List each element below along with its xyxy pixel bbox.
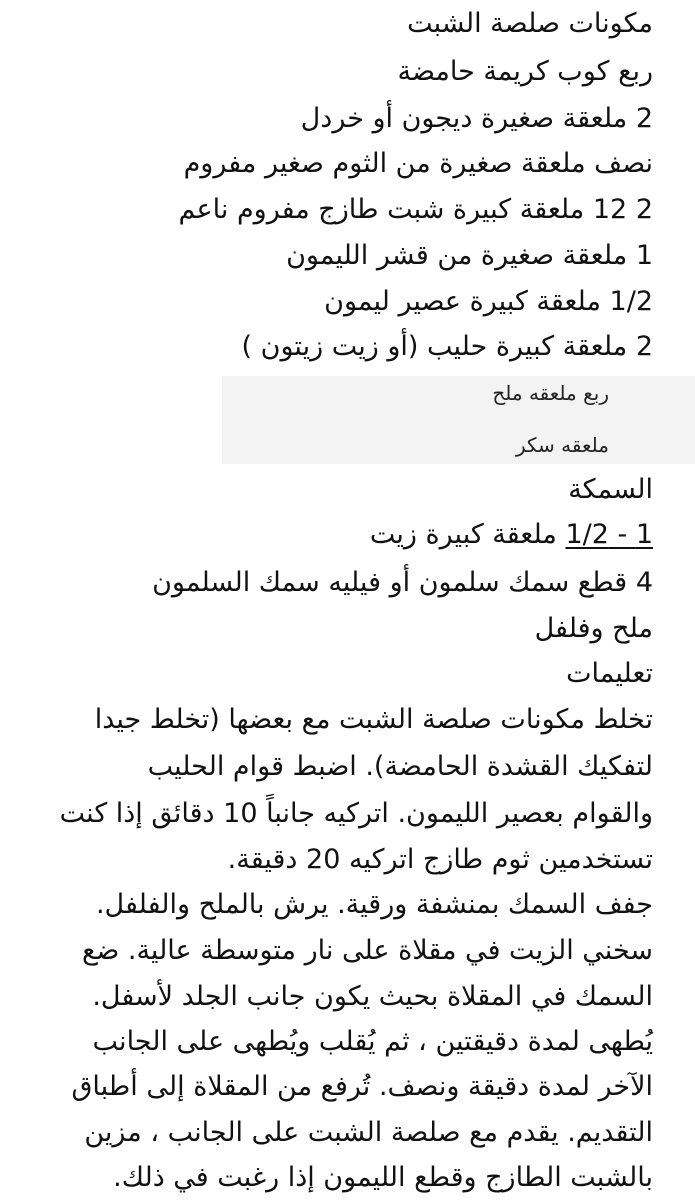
pasted-text-block xyxy=(222,376,695,464)
instruction-line: جفف السمك بمنشفة ورقية. يرش بالملح والفلفل. xyxy=(95,889,653,920)
instruction-line: يُطهى لمدة دقيقتين ، ثم يُقلب ويُطهى على الجانب xyxy=(92,1026,653,1057)
instruction-line: الآخر لمدة دقيقة ونصف. تُرفع من المقلاة إلى أطباق xyxy=(71,1071,653,1102)
ingredient-line: 2 ملعقة صغيرة ديجون أو خردل xyxy=(300,103,653,134)
instructions-heading: تعليمات xyxy=(566,658,653,689)
ingredient-line: 4 قطع سمك سلمون أو فيليه سمك السلمون xyxy=(152,567,653,598)
instruction-line: والقوام بعصير الليمون. اتركيه جانباً 10 دقائق إذا كنت xyxy=(59,798,653,829)
instruction-line: السمك في المقلاة بحيث يكون جانب الجلد لأسفل. xyxy=(92,981,653,1012)
instruction-line: لتفكيك القشدة الحامضة). اضبط قوام الحليب xyxy=(147,751,653,782)
instruction-line: تستخدمين ثوم طازج اتركيه 20 دقيقة. xyxy=(227,844,653,875)
ingredient-line-oil xyxy=(370,518,653,552)
instruction-line: بالشبت الطازج وقطع الليمون إذا رغبت في ذلك. xyxy=(113,1162,653,1193)
sauce-heading: مكونات صلصة الشبت xyxy=(407,8,653,39)
oil-text: ملعقة كبيرة زيت xyxy=(369,519,557,550)
ingredient-line: ملح وفلفل xyxy=(534,613,653,644)
pasted-line-sugar: ملعقه سكر xyxy=(515,433,609,457)
instruction-line: التقديم. يقدم مع صلصة الشبت على الجانب ، مزين xyxy=(84,1117,653,1148)
ingredient-line: 2 ملعقة كبيرة حليب (أو زيت زيتون ) xyxy=(241,331,653,362)
oil-amount: 1 - 1/2 xyxy=(565,519,653,550)
ingredient-line: ربع كوب كريمة حامضة xyxy=(397,56,653,87)
instruction-line: سخني الزيت في مقلاة على نار متوسطة عالية. ضع xyxy=(81,935,653,966)
ingredient-line: 1 ملعقة صغيرة من قشر الليمون xyxy=(286,240,653,271)
fish-heading: السمكة xyxy=(568,474,653,505)
instruction-line: تخلط مكونات صلصة الشبت مع بعضها (تخلط جيدا xyxy=(94,704,653,735)
ingredient-line: 2 12 ملعقة كبيرة شبت طازج مفروم ناعم xyxy=(178,194,653,225)
ingredient-line: 1/2 ملعقة كبيرة عصير ليمون xyxy=(324,286,653,317)
pasted-line-salt: ربع ملعقه ملح xyxy=(492,381,609,405)
ingredient-line: نصف ملعقة صغيرة من الثوم صغير مفروم xyxy=(183,148,653,179)
